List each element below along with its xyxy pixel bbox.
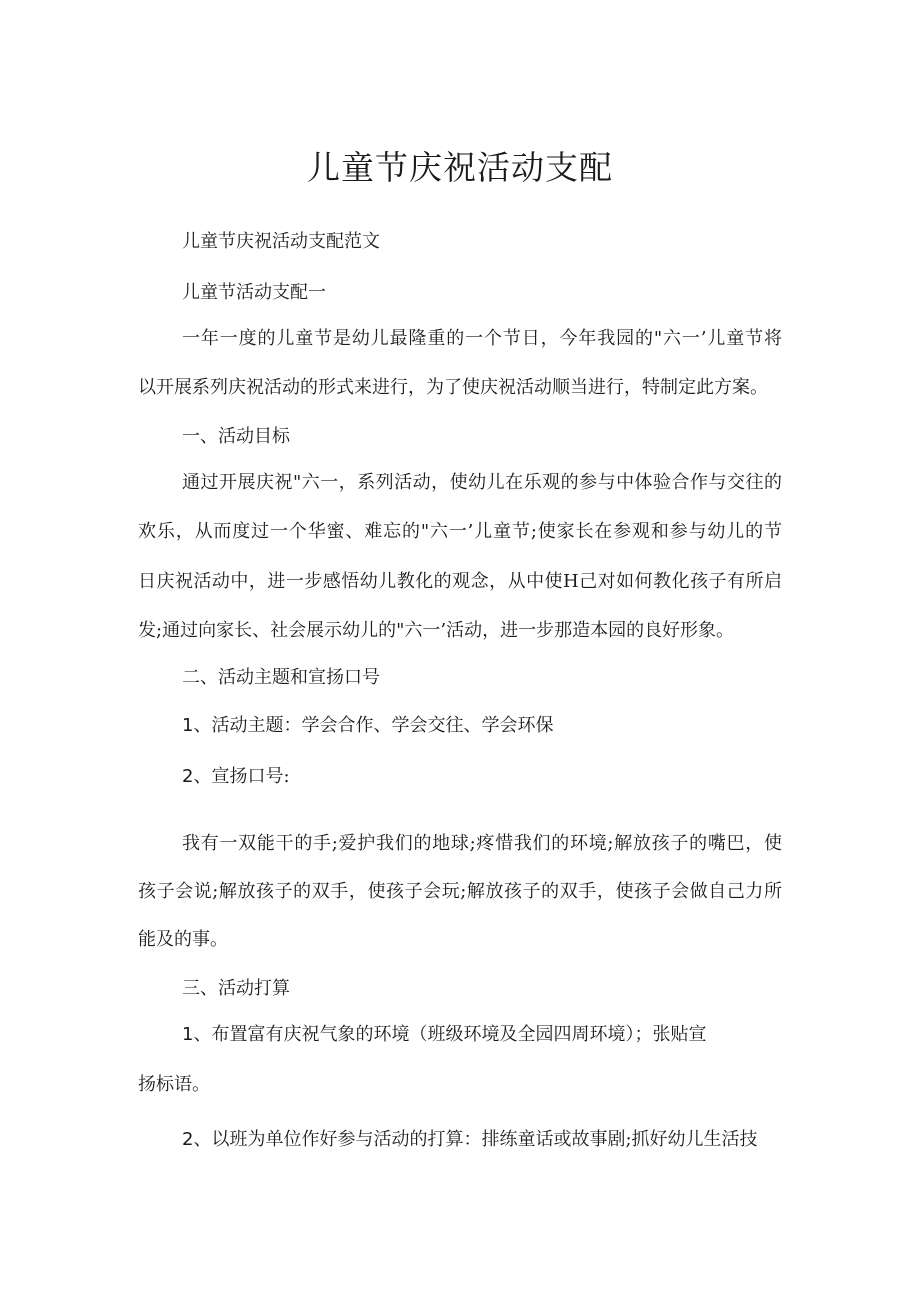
slogan-item-text: 宣扬口号: xyxy=(211,766,290,787)
prep-item-1 xyxy=(182,1022,706,1048)
goals-line-1: 通过开展庆祝"六一，系列活动，使幼儿在乐观的参与中体验合作与交往的 xyxy=(182,472,782,493)
section-1-heading: 一、活动目标 xyxy=(182,426,290,447)
prep-item-1-number: 1、 xyxy=(182,1024,212,1045)
goals-line-3: 日庆祝活动中，进一步感悟幼儿教化的观念，从中使H己对如何教化孩子有所启 xyxy=(138,571,782,592)
theme-item-text: 活动主题：学会合作、学会交往、学会环保 xyxy=(211,715,554,736)
slogan-line-2: 孩子会说;解放孩子的双手，使孩子会玩;解放孩子的双手，使孩子会做自己力所 xyxy=(138,881,782,902)
section-2-heading: 二、活动主题和宣扬口号 xyxy=(182,667,380,688)
prep-item-2-text: 以班为单位作好参与活动的打算：排练童话或故事剧;抓好幼儿生活技 xyxy=(211,1129,758,1150)
slogan-line-1: 我有一双能干的手;爱护我们的地球;疼惜我们的环境;解放孩子的嘴巴，使 xyxy=(182,833,782,854)
slogan-item xyxy=(182,764,290,790)
goals-line-2: 欢乐，从而度过一个华蜜、难忘的"六一’儿童节;使家长在参观和参与幼儿的节 xyxy=(138,521,782,542)
intro-line-2: 以开展系列庆祝活动的形式来进行，为了使庆祝活动顺当进行，特制定此方案。 xyxy=(138,377,768,398)
theme-item xyxy=(182,713,553,739)
goals-line-4: 发;通过向家长、社会展示幼儿的"六一’活动，进一步那造本园的良好形象。 xyxy=(138,620,735,641)
intro-line-1: 一年一度的儿童节是幼儿最隆重的一个节日，今年我园的"六一’儿童节将 xyxy=(182,328,782,349)
page-title: 儿童节庆祝活动支配 xyxy=(307,148,613,187)
theme-item-number: 1、 xyxy=(182,715,212,736)
prep-item-2-number: 2、 xyxy=(182,1129,212,1150)
document-subtitle: 儿童节庆祝活动支配范文 xyxy=(182,231,380,252)
slogan-line-3: 能及的事。 xyxy=(138,929,228,950)
prep-item-1-continuation: 扬标语。 xyxy=(138,1074,210,1095)
prep-item-1-text: 布置富有庆祝气象的环境（班级环境及全园四周环境）；张贴宣 xyxy=(211,1024,707,1045)
slogan-item-number: 2、 xyxy=(182,766,212,787)
prep-item-2 xyxy=(182,1127,758,1153)
plan-heading: 儿童节活动支配一 xyxy=(182,282,326,303)
section-3-heading: 三、活动打算 xyxy=(182,978,290,999)
